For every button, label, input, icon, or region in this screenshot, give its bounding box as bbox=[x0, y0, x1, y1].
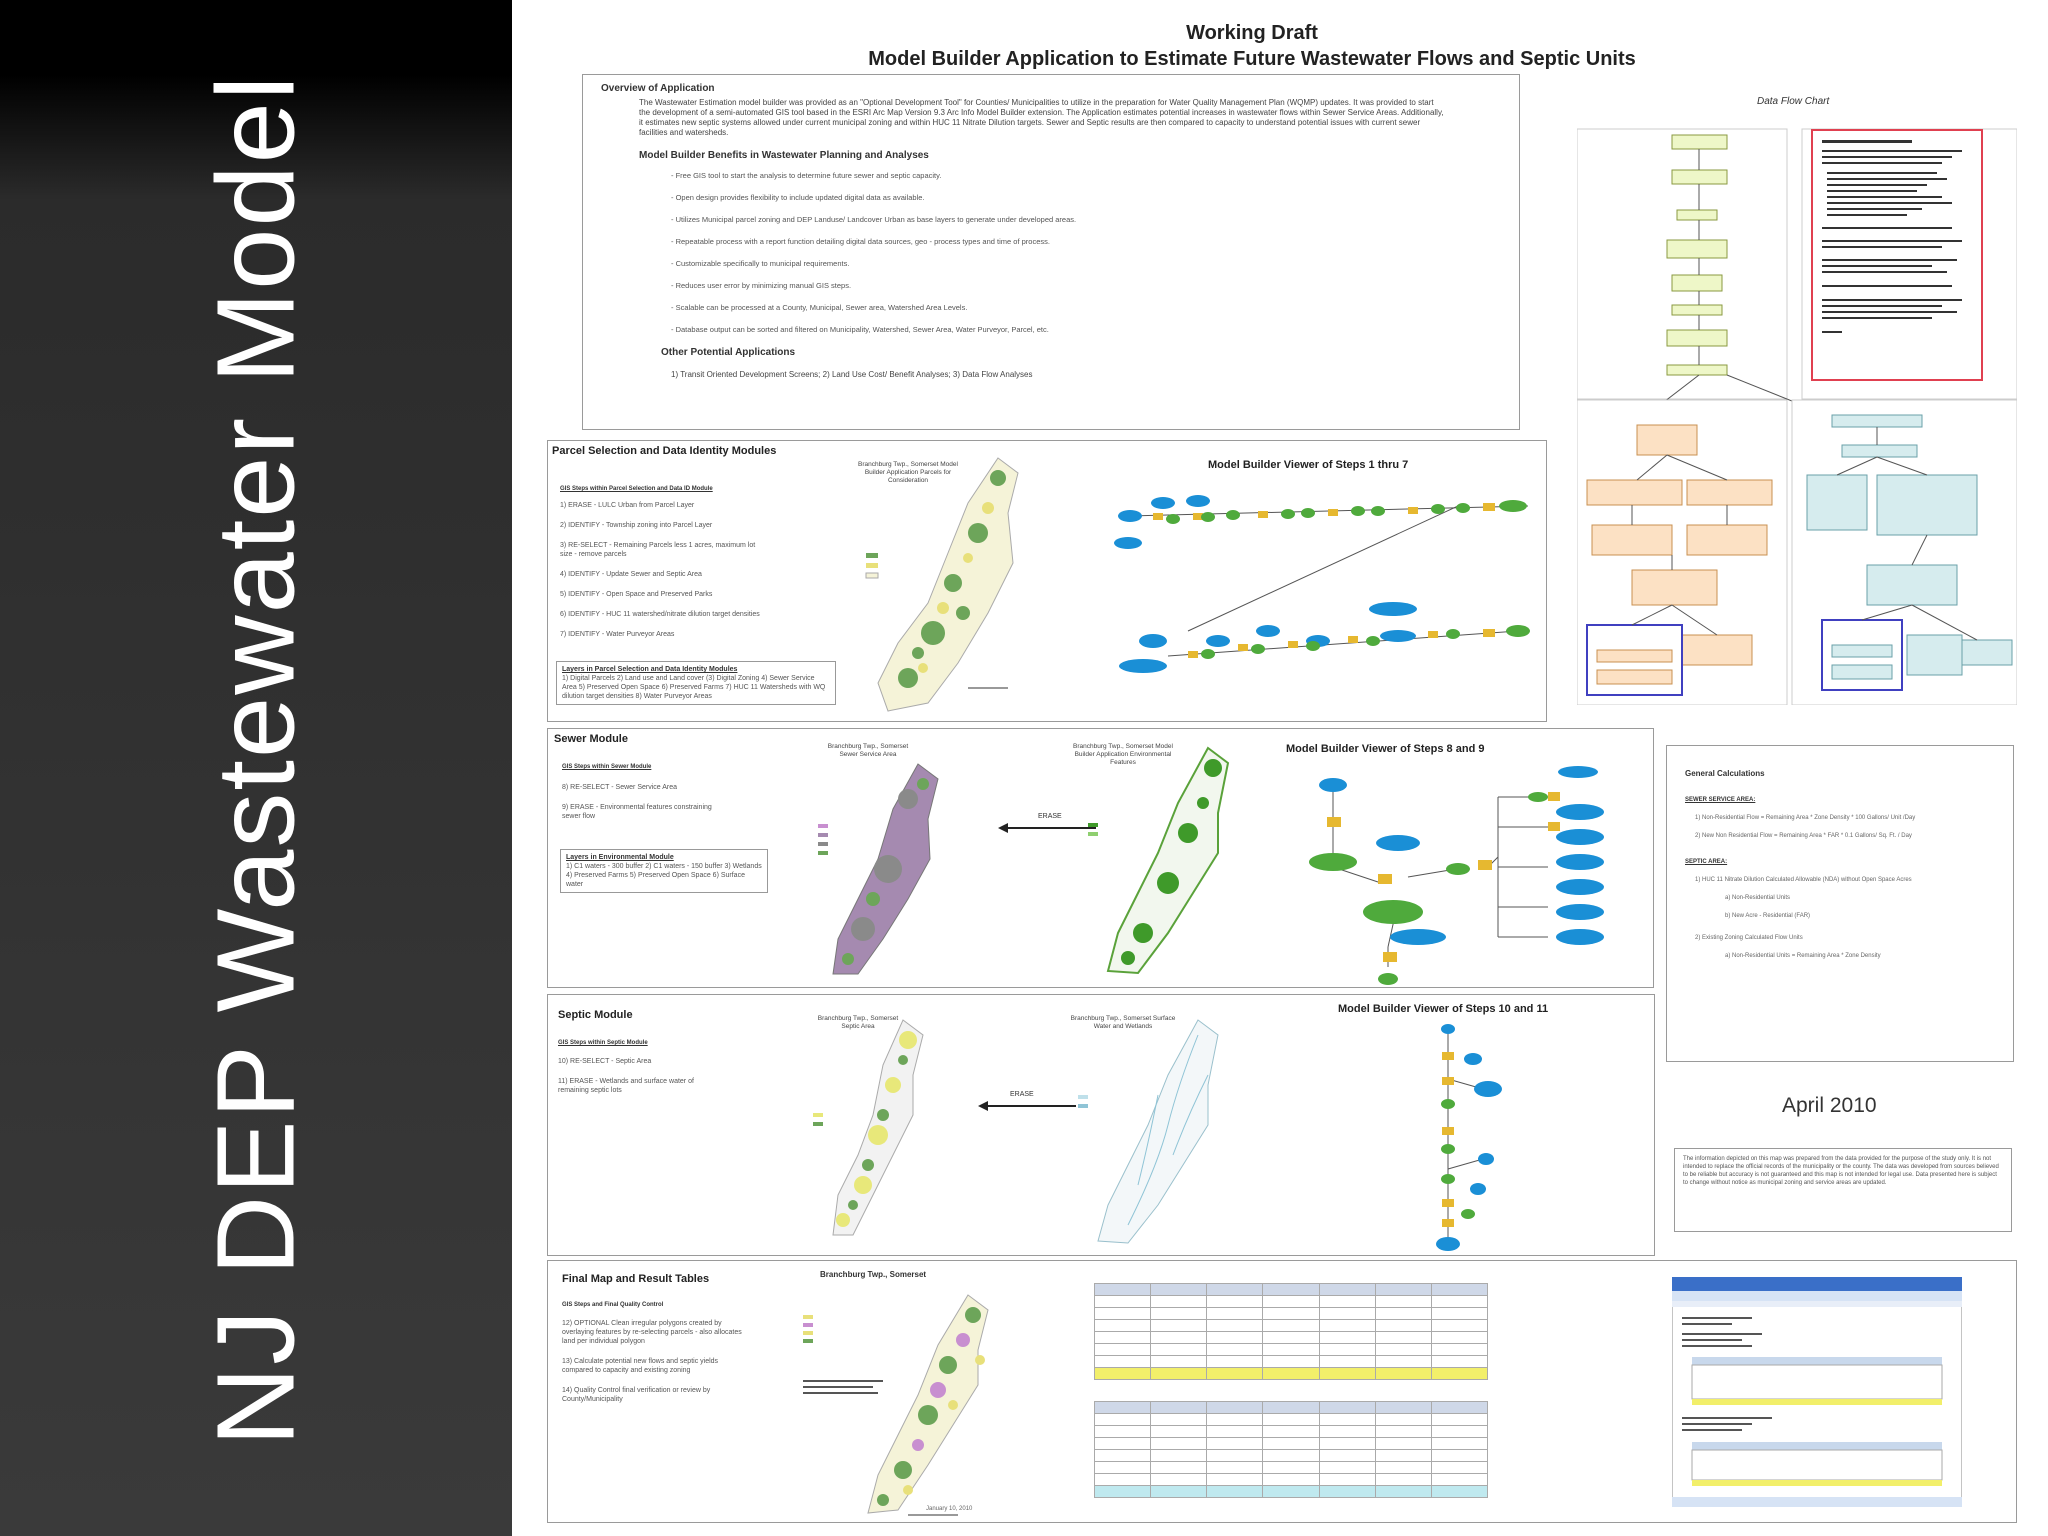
sewer-heading: Sewer Module bbox=[554, 733, 628, 745]
environmental-features-map bbox=[1088, 743, 1238, 983]
final-map-label: Branchburg Twp., Somerset bbox=[820, 1270, 927, 1279]
surface-water-wetlands-map bbox=[1078, 1015, 1228, 1250]
parcel-step: 2) IDENTIFY - Township zoning into Parcel Layer bbox=[560, 522, 713, 529]
calc-septic-line: a) Non-Residential Units bbox=[1725, 895, 1791, 901]
parcel-layers-heading: Layers in Parcel Selection and Data Identity Modules bbox=[562, 666, 738, 673]
benefit-item: - Free GIS tool to start the analysis to determine future sewer and septic capacity. bbox=[671, 171, 942, 180]
benefit-item: - Database output can be sorted and filtered on Municipality, Watershed, Sewer Area, Water Purveyor, Parcel, etc. bbox=[671, 325, 1049, 334]
sewer-erase-arrow bbox=[998, 821, 1098, 835]
final-step: 12) OPTIONAL Clean irregular polygons created by overlaying features by re-selecting parcels - also allocates land per individual polygon bbox=[562, 1320, 742, 1345]
sewer-layers-heading: Layers in Environmental Module bbox=[566, 854, 674, 861]
calc-sewer-line: 2) New Non Residential Flow = Remaining Area * FAR * 0.1 Gallons/ Sq. Ft. / Day bbox=[1695, 833, 1912, 839]
poster-title-draft: Working Draft bbox=[1186, 22, 1318, 44]
benefits-heading: Model Builder Benefits in Wastewater Planning and Analyses bbox=[639, 150, 929, 161]
final-steps bbox=[562, 1319, 742, 1415]
final-step: 13) Calculate potential new flows and septic yields compared to capacity and existing zoning bbox=[562, 1358, 719, 1374]
sewer-map2-label: Branchburg Twp., Somerset Model Builder Application Environmental Features bbox=[1073, 743, 1173, 766]
poster-title-main: Model Builder Application to Estimate Future Wastewater Flows and Septic Units bbox=[868, 48, 1636, 70]
benefit-item: - Repeatable process with a report function detailing digital data sources, geo - process types and time of process. bbox=[671, 237, 1050, 246]
calc-heading: General Calculations bbox=[1685, 769, 1765, 778]
benefit-item: - Utilizes Municipal parcel zoning and DEP Landuse/ Landcover Urban as base layers to generate under developed areas. bbox=[671, 215, 1077, 224]
final-step: 14) Quality Control final verification or review by County/Municipality bbox=[562, 1387, 711, 1403]
parcel-steps bbox=[560, 501, 760, 650]
other-applications-heading: Other Potential Applications bbox=[661, 347, 796, 358]
septic-step: 11) ERASE - Wetlands and surface water of remaining septic lots bbox=[558, 1078, 694, 1094]
final-results-panel bbox=[547, 1260, 2017, 1523]
septic-heading: Septic Module bbox=[558, 1009, 633, 1021]
septic-erase-arrow bbox=[978, 1099, 1078, 1113]
parcel-heading: Parcel Selection and Data Identity Modules bbox=[552, 445, 777, 457]
parcel-viewer-title: Model Builder Viewer of Steps 1 thru 7 bbox=[1208, 459, 1409, 471]
septic-area-map bbox=[813, 1015, 933, 1245]
benefit-item: - Scalable can be processed at a County, Municipal, Sewer area, Watershed Area Levels. bbox=[671, 303, 968, 312]
benefits-list bbox=[671, 171, 1505, 334]
benefit-item: - Reduces user error by minimizing manual GIS steps. bbox=[671, 281, 852, 290]
septic-steps bbox=[558, 1057, 708, 1106]
disclaimer-panel bbox=[1674, 1148, 2012, 1232]
calc-septic-heading: SEPTIC AREA: bbox=[1685, 859, 1728, 865]
flowchart-title: Data Flow Chart bbox=[1757, 96, 1830, 107]
sewer-layers-legend bbox=[560, 849, 768, 893]
benefit-item: - Customizable specifically to municipal requirements. bbox=[671, 259, 850, 268]
calc-septic-line: b) New Acre - Residential (FAR) bbox=[1725, 913, 1811, 919]
calc-septic-line: a) Non-Residential Units = Remaining Area * Zone Density bbox=[1725, 953, 1881, 959]
poster-date: April 2010 bbox=[1782, 1094, 1877, 1117]
overview-paragraph: The Wastewater Estimation model builder was provided as an "Optional Development Tool" for Counties/ Municipalities to utilize in the preparation for Water Quality Management Plan (WQMP) updates. It was provided to start the development of a semi-automated GIS tool based in the ESRI Arc Map Version 9.3 Arc Info Model Builder extension. The Application estimates potential increases in wastewater flows within Sewer Service Areas. Additionally, it estimates new septic systems allowed under current municipal zoning and within HUC 11 Nitrate Dilution targets. Sewer and Septic results are then compared to capacity to understand potential issues with current sewer facilities and watersheds. bbox=[639, 98, 1444, 137]
parcel-selection-panel bbox=[547, 440, 1547, 722]
general-calculations-panel bbox=[1666, 745, 2014, 1062]
parcel-step: 5) IDENTIFY - Open Space and Preserved Parks bbox=[560, 591, 713, 598]
parcel-map-label: Branchburg Twp., Somerset Model Builder Application Parcels for Consideration bbox=[858, 461, 958, 484]
spreadsheet-screenshot bbox=[1672, 1277, 1962, 1507]
sewer-service-area-map bbox=[818, 759, 958, 984]
calc-sewer-line: 1) Non-Residential Flow = Remaining Area * Zone Density * 100 Gallons/ Unit /Day bbox=[1695, 815, 1916, 821]
sewer-viewer-title: Model Builder Viewer of Steps 8 and 9 bbox=[1286, 743, 1485, 755]
sewer-arrow-label: ERASE bbox=[1038, 813, 1062, 820]
parcel-step: 4) IDENTIFY - Update Sewer and Septic Area bbox=[560, 571, 702, 578]
title-sidebar bbox=[0, 0, 512, 1536]
overview-heading: Overview of Application bbox=[601, 83, 715, 94]
final-result-map bbox=[788, 1285, 998, 1523]
calc-septic-line: 1) HUC 11 Nitrate Dilution Calculated Allowable (NDA) without Open Space Acres bbox=[1695, 877, 1912, 883]
overview-panel bbox=[582, 74, 1520, 430]
septic-step: 10) RE-SELECT - Septic Area bbox=[558, 1058, 652, 1065]
final-steps-heading: GIS Steps and Final Quality Control bbox=[562, 1302, 664, 1308]
sewer-steps-heading: GIS Steps within Sewer Module bbox=[562, 764, 652, 770]
parcel-step: 7) IDENTIFY - Water Purveyor Areas bbox=[560, 631, 675, 638]
sewer-layers-text: 1) C1 waters - 300 buffer 2) C1 waters - 150 buffer 3) Wetlands 4) Preserved Farms 5) Preserved Open Space 6) Surface water bbox=[566, 863, 762, 888]
calc-sewer-heading: SEWER SERVICE AREA: bbox=[1685, 797, 1756, 803]
sewer-model-diagram bbox=[1288, 757, 1648, 987]
benefit-item: - Open design provides flexibility to include updated digital data as available. bbox=[671, 193, 925, 202]
parcel-map bbox=[858, 453, 1038, 718]
septic-viewer-title: Model Builder Viewer of Steps 10 and 11 bbox=[1338, 1003, 1549, 1015]
slide-title: NJ DEP Wastewater Model bbox=[194, 73, 318, 1447]
disclaimer-text: The information depicted on this map was prepared from the data provided for the purpose of the study only. It is not intended to replace the official records of the municipality or the county. The data was developed from sources believed to be reliable but accuracy is not guaranteed and this map is not intended for legal use. Data presented here is subject to change without notice as municipal zoning and service areas are updated. bbox=[1683, 1156, 1999, 1186]
parcel-step: 3) RE-SELECT - Remaining Parcels less 1 acres, maximum lot size - remove parcels bbox=[560, 542, 756, 558]
poster bbox=[512, 0, 2048, 1536]
septic-results-table bbox=[1094, 1401, 1488, 1498]
septic-map1-label: Branchburg Twp., Somerset Septic Area bbox=[817, 1015, 899, 1030]
parcel-model-diagram bbox=[1108, 481, 1538, 706]
final-heading: Final Map and Result Tables bbox=[562, 1273, 710, 1285]
sewer-step: 9) ERASE - Environmental features constraining sewer flow bbox=[562, 804, 712, 820]
sewer-results-table bbox=[1094, 1283, 1488, 1380]
sewer-map1-label: Branchburg Twp., Somerset Sewer Service Area bbox=[827, 743, 909, 758]
data-flow-chart bbox=[1577, 115, 2017, 705]
septic-module-panel bbox=[547, 994, 1655, 1256]
septic-steps-heading: GIS Steps within Septic Module bbox=[558, 1040, 648, 1046]
sewer-steps bbox=[562, 783, 732, 832]
final-map-date: January 10, 2010 bbox=[926, 1506, 973, 1512]
septic-arrow-label: ERASE bbox=[1010, 1091, 1034, 1098]
parcel-layers-legend bbox=[556, 661, 836, 705]
other-applications-text: 1) Transit Oriented Development Screens; 2) Land Use Cost/ Benefit Analyses; 3) Data Flow Analyses bbox=[671, 370, 1033, 379]
parcel-step: 1) ERASE - LULC Urban from Parcel Layer bbox=[560, 502, 695, 509]
parcel-steps-heading: GIS Steps within Parcel Selection and Data ID Module bbox=[560, 486, 713, 492]
parcel-step: 6) IDENTIFY - HUC 11 watershed/nitrate dilution target densities bbox=[560, 611, 760, 618]
parcel-layers-text: 1) Digital Parcels 2) Land use and Land cover (3) Digital Zoning 4) Sewer Service Area 5) Preserved Open Space 6) Preserved Farms 7) HUC 11 Watersheds with WQ dilution target densities 8) Water Purveyor Areas bbox=[562, 675, 826, 700]
septic-model-diagram bbox=[1408, 1019, 1528, 1254]
sewer-module-panel bbox=[547, 728, 1654, 988]
septic-map2-label: Branchburg Twp., Somerset Surface Water and Wetlands bbox=[1070, 1015, 1176, 1030]
calc-septic-line: 2) Existing Zoning Calculated Flow Units bbox=[1695, 935, 1803, 941]
sewer-step: 8) RE-SELECT - Sewer Service Area bbox=[562, 784, 678, 791]
